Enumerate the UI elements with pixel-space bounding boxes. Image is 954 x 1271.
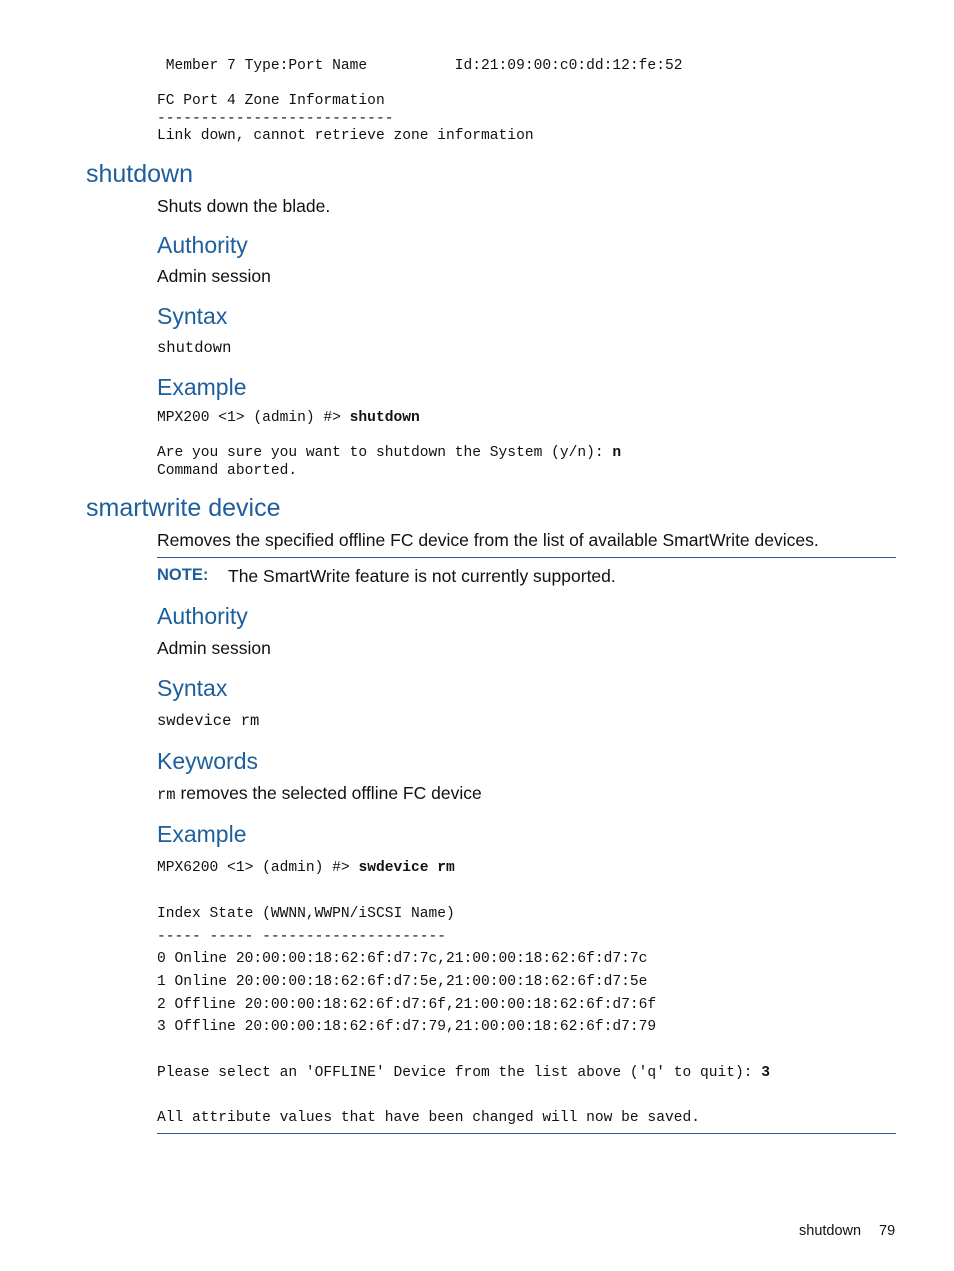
example-command: swdevice rm <box>358 860 455 876</box>
section-title-shutdown: shutdown <box>86 160 194 188</box>
table-row: 1 Online 20:00:00:18:62:6f:d7:5e,21:00:00:18:62:6f:d7:5e <box>157 974 648 990</box>
footer-page-number: 79 <box>879 1223 896 1239</box>
example-prompt: MPX6200 <1> (admin) #> <box>157 860 359 876</box>
keyword-description: removes the selected offline FC device <box>175 783 482 803</box>
example-answer: n <box>612 445 622 461</box>
example-command-line <box>157 409 420 427</box>
select-prompt: Please select an 'OFFLINE' Device from the list above ('q' to quit): <box>157 1065 762 1081</box>
select-answer: 3 <box>761 1065 771 1081</box>
section-description: Removes the specified offline FC device from the list of available SmartWrite devices. <box>157 530 819 550</box>
console-line: Link down, cannot retrieve zone information <box>157 128 534 144</box>
authority-text: Admin session <box>157 266 271 286</box>
table-header: Index State (WWNN,WWPN/iSCSI Name) <box>157 906 455 922</box>
example-question-line <box>157 444 621 462</box>
example-question: Are you sure you want to shutdown the System (y/n): <box>157 445 613 461</box>
footer-section-name: shutdown <box>799 1223 862 1239</box>
console-line: Member 7 Type:Port Name Id:21:09:00:c0:dd:12:fe:52 <box>157 58 683 74</box>
section-title-smartwrite: smartwrite device <box>86 494 281 522</box>
example-heading: Example <box>157 821 247 847</box>
example-result: Command aborted. <box>157 463 298 479</box>
console-line: --------------------------- <box>157 111 394 127</box>
table-row: 0 Online 20:00:00:18:62:6f:d7:7c,21:00:00:18:62:6f:d7:7c <box>157 951 648 967</box>
example-command: shutdown <box>349 410 420 426</box>
keywords-heading: Keywords <box>157 748 258 774</box>
table-row: 2 Offline 20:00:00:18:62:6f:d7:6f,21:00:00:18:62:6f:d7:6f <box>157 997 657 1013</box>
saved-message: All attribute values that have been changed will now be saved. <box>157 1110 700 1126</box>
example-bottom-rule <box>157 1133 896 1134</box>
authority-heading: Authority <box>157 603 248 629</box>
console-line: FC Port 4 Zone Information <box>157 93 385 109</box>
example-prompt: MPX200 <1> (admin) #> <box>157 410 350 426</box>
example-command-line <box>157 859 455 877</box>
note-label: NOTE: <box>157 566 209 584</box>
keyword-entry <box>157 782 482 804</box>
table-separator: ----- ----- --------------------- <box>157 929 447 945</box>
note-top-rule <box>157 557 896 558</box>
select-prompt-line <box>157 1064 770 1082</box>
example-heading: Example <box>157 374 247 400</box>
table-row: 3 Offline 20:00:00:18:62:6f:d7:79,21:00:00:18:62:6f:d7:79 <box>157 1019 657 1035</box>
syntax-heading: Syntax <box>157 303 228 329</box>
note-text: The SmartWrite feature is not currently supported. <box>228 566 616 586</box>
section-description: Shuts down the blade. <box>157 196 331 216</box>
syntax-code: shutdown <box>157 339 232 357</box>
keyword-term: rm <box>157 786 176 804</box>
authority-heading: Authority <box>157 232 248 258</box>
syntax-heading: Syntax <box>157 675 228 701</box>
authority-text: Admin session <box>157 638 271 658</box>
syntax-code: swdevice rm <box>157 712 260 730</box>
